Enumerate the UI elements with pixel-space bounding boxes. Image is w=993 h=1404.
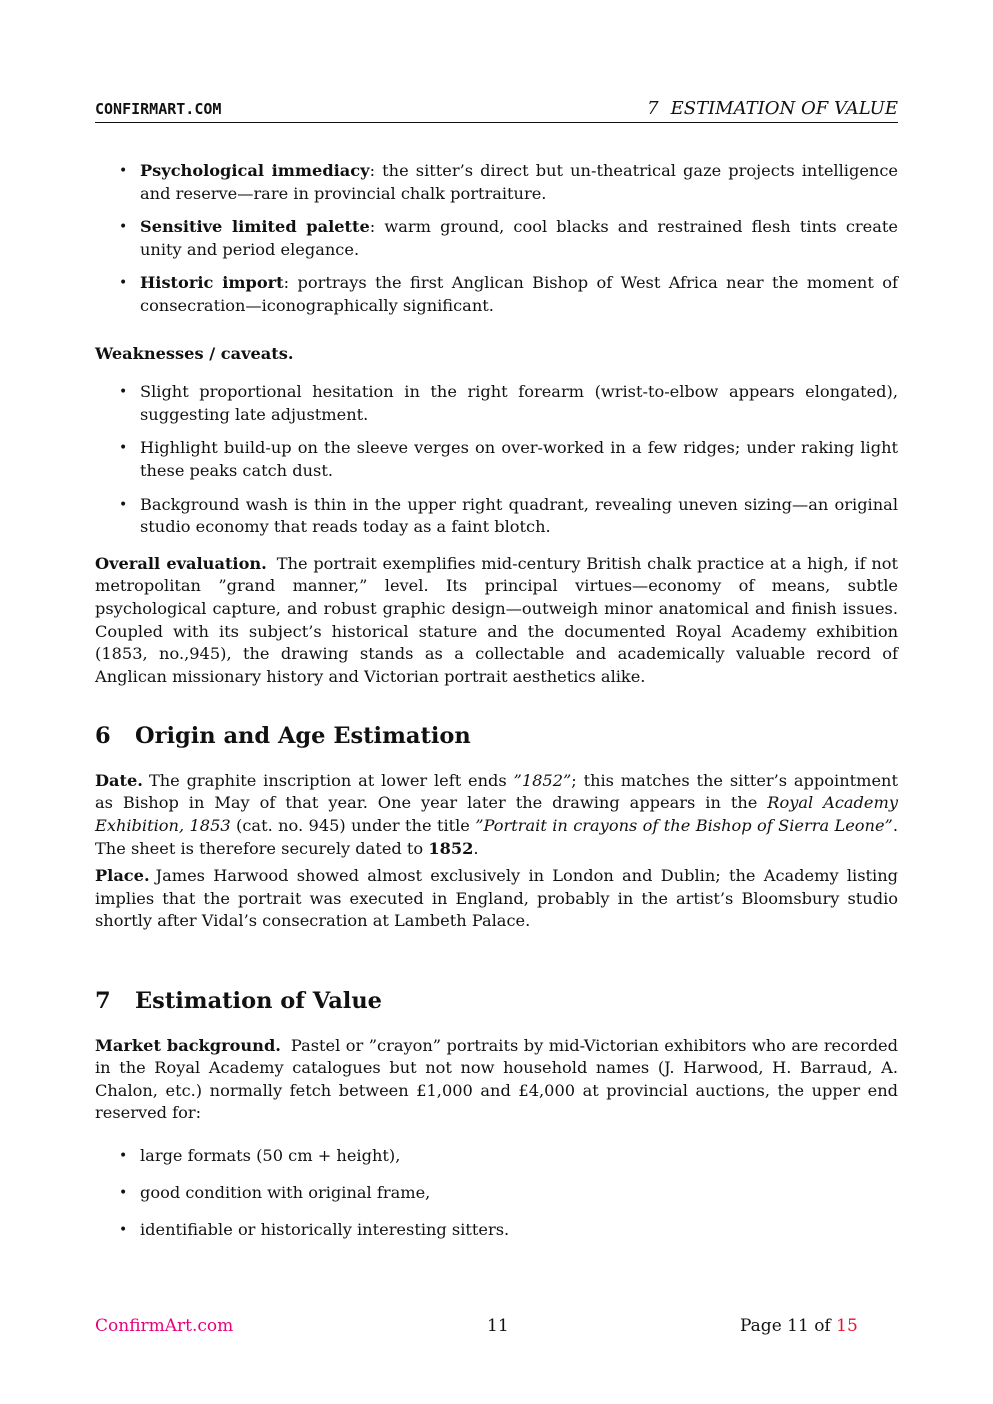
place-text: James Harwood showed almost exclusively in London and Dublin; the Academy listing implies that the portrait was executed in England, probably in the artist’s Bloomsbury studio shortly after Vidal’s consecration at Lambeth Palace. xyxy=(95,866,898,931)
weakness-text: Slight proportional hesitation in the right forearm (wrist-to-elbow appears elongated), suggesting late adjustment. xyxy=(140,382,898,424)
market-label: Market background. xyxy=(95,1035,281,1055)
criterion-text: identifiable or historically interesting sitters. xyxy=(140,1220,510,1240)
criterion-text: large formats (50 cm + height), xyxy=(140,1146,401,1165)
section-title: Estimation of Value xyxy=(135,988,382,1015)
section-7-heading xyxy=(95,990,898,1013)
weakness-text: Background wash is thin in the upper right quadrant, revealing uneven sizing—an original studio economy that reads today as a faint blotch. xyxy=(140,494,898,537)
section-number: 6 xyxy=(95,723,111,750)
footer-total-pages-link[interactable]: 15 xyxy=(836,1316,858,1336)
weaknesses-heading: Weaknesses / caveats. xyxy=(95,343,294,363)
bullet-icon: • xyxy=(119,275,128,292)
weakness-text: Highlight build-up on the sleeve verges on over-worked in a few ridges; under raking light these peaks catch dust. xyxy=(140,438,898,480)
bullet-icon: • xyxy=(119,163,128,179)
footer-page-number: 11 xyxy=(487,1316,509,1336)
date-paragraph xyxy=(95,770,898,860)
date-text: ; this matches the sitter’s appointment as Bishop in May of that year. One year later the drawing appears in the xyxy=(95,770,898,813)
section-6-heading xyxy=(95,725,898,748)
footer-brand-link[interactable]: ConfirmArt.com xyxy=(95,1316,234,1336)
section-title: Origin and Age Estimation xyxy=(135,723,471,750)
list-item xyxy=(95,216,898,261)
bullet-icon: • xyxy=(119,1185,128,1202)
date-text: (cat. no. 945) under the title xyxy=(230,816,476,836)
strengths-list xyxy=(95,160,898,318)
value-criteria-list xyxy=(95,1145,898,1242)
list-item xyxy=(95,272,898,317)
bullet-icon: • xyxy=(119,219,128,236)
running-header xyxy=(95,98,898,123)
weaknesses-list xyxy=(95,381,898,539)
footer-page-prefix: Page 11 of xyxy=(740,1316,837,1336)
date-label: Date. xyxy=(95,770,143,790)
overall-label: Overall evaluation. xyxy=(95,553,267,573)
section-number: 7 xyxy=(95,988,111,1015)
strength-term: Sensitive limited palette xyxy=(140,217,370,237)
bullet-icon: • xyxy=(119,1148,128,1164)
list-item xyxy=(95,437,898,482)
date-year: 1852 xyxy=(428,838,474,858)
strength-text: : portrays the first Anglican Bishop of West Africa near the moment of consecration—iconographically significant. xyxy=(140,273,898,315)
strength-term: Psychological immediacy xyxy=(140,161,370,180)
date-text: . xyxy=(473,838,479,858)
strength-term: Historic import xyxy=(140,273,284,293)
list-item xyxy=(95,494,898,539)
list-item xyxy=(95,381,898,426)
overall-text: The portrait exemplifies mid-century British chalk practice at a high, if not metropolitan ”grand manner,” level. Its principal virtues—economy of means, subtle psychological capture, and robust graphic design—outweigh minor anatomical and finish issues. Coupled with its subject’s historical stature and the documented Royal Academy exhibition (1853, no.,945), the drawing stands as a collectable and academically valuable record of Anglican missionary history and Victorian portrait aesthetics alike. xyxy=(95,553,899,686)
footer-page-count xyxy=(740,1316,858,1336)
place-paragraph xyxy=(95,865,898,933)
page-content xyxy=(95,160,898,1256)
exhibition-title: Royal Academy Exhibition, 1853 xyxy=(95,793,898,836)
list-item xyxy=(95,1219,898,1242)
header-logo: CONFIRMART.COM xyxy=(95,100,222,118)
place-label: Place. xyxy=(95,866,150,886)
date-text: The graphite inscription at lower left ends xyxy=(148,770,514,790)
header-section-title xyxy=(647,98,898,119)
market-text: Pastel or ”crayon” portraits by mid-Victorian exhibitors who are recorded in the Royal Academy catalogues but not now household names (J. Harwood, H. Barraud, A. Chalon, etc.) normally fetch between £1,000 and £4,000 at provincial auctions, the upper end reserved for: xyxy=(95,1035,898,1123)
date-text: . The sheet is therefore securely dated to xyxy=(95,816,898,858)
market-paragraph xyxy=(95,1035,898,1125)
header-section-number: 7 xyxy=(647,98,659,119)
strength-text: : the sitter’s direct but un-theatrical gaze projects intelligence and reserve—rare in provincial chalk portraiture. xyxy=(140,161,898,203)
header-section-name: ESTIMATION OF VALUE xyxy=(670,98,898,119)
bullet-icon: • xyxy=(119,440,128,457)
list-item xyxy=(95,160,898,205)
criterion-text: good condition with original frame, xyxy=(140,1183,431,1203)
bullet-icon: • xyxy=(119,496,128,513)
portrait-title: ”Portrait in crayons of the Bishop of Sierra Leone” xyxy=(475,816,893,836)
list-item xyxy=(95,1145,898,1168)
list-item xyxy=(95,1182,898,1205)
bullet-icon: • xyxy=(119,1222,128,1239)
bullet-icon: • xyxy=(119,384,128,401)
inscription-quote: ”1852” xyxy=(513,770,572,790)
strength-text: : warm ground, cool blacks and restrained flesh tints create unity and period elegance. xyxy=(140,217,898,259)
document-page xyxy=(95,0,898,1404)
overall-evaluation xyxy=(95,553,898,689)
